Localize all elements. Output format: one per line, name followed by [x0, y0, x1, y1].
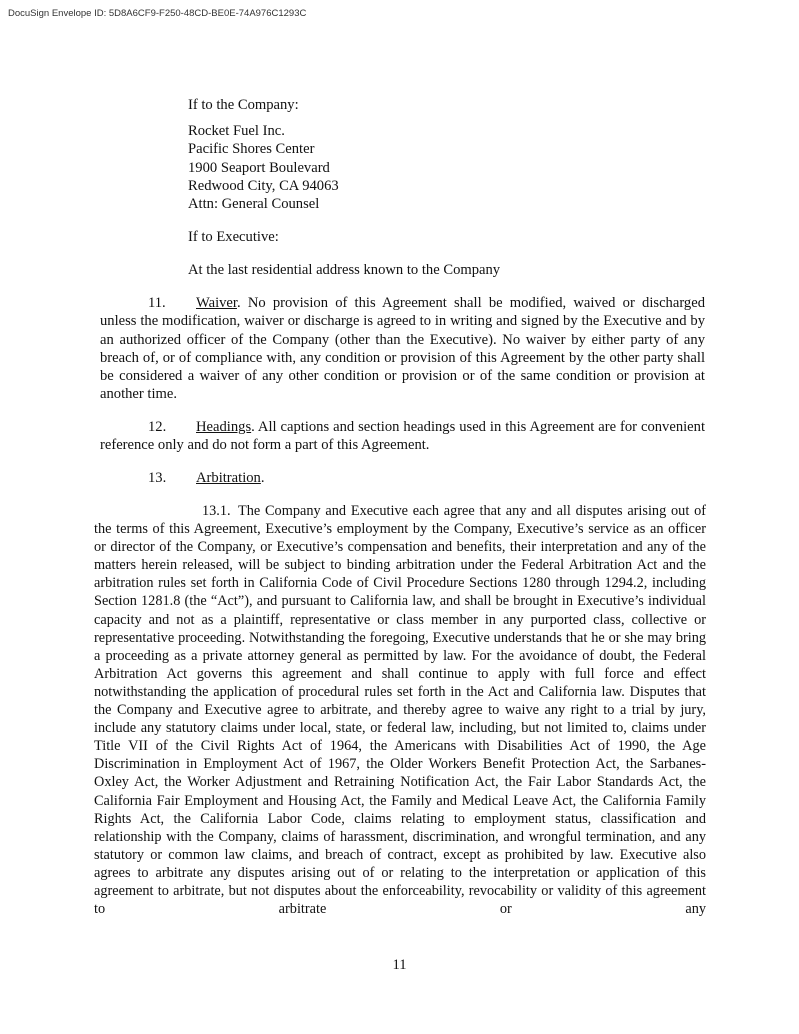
docusign-envelope-id: DocuSign Envelope ID: 5D8A6CF9-F250-48CD-BE0E-74A976C1293C	[8, 8, 307, 19]
section-title: Waiver	[196, 295, 237, 311]
section-arbitration-heading: 13. Arbitration.	[148, 470, 265, 486]
section-number: 13.	[148, 470, 167, 486]
section-arbitration-13-1	[94, 502, 706, 918]
section-waiver	[100, 294, 705, 404]
address-line: Pacific Shores Center	[188, 141, 315, 158]
company-address-block	[188, 122, 339, 213]
company-notice-heading: If to the Company:	[188, 97, 299, 113]
page-number: 11	[392, 957, 407, 973]
address-line: Rocket Fuel Inc.	[188, 123, 285, 139]
section-title: Arbitration	[196, 470, 261, 486]
subsection-number: 13.1.	[202, 503, 231, 519]
section-headings	[100, 418, 705, 455]
address-line: 1900 Seaport Boulevard	[188, 159, 330, 176]
section-text: . No provision of this Agreement shall be modified, waived or discharged unless the modification, waiver or discharge is agreed to in writing and signed by the Executive and by an authorized officer of the Company (other than the Executive). No waiver by either party of any breach of, or of compliance with, any condition or provision of this Agreement by the other party shall be considered a waiver of any other condition or provision or of the same condition or provision at another time.	[100, 295, 705, 403]
executive-address: At the last residential address known to the Company	[188, 262, 501, 278]
section-number: 11.	[148, 295, 166, 311]
executive-notice-heading: If to Executive:	[188, 229, 279, 245]
address-line: Attn: General Counsel	[188, 196, 320, 213]
address-line: Redwood City, CA 94063	[188, 177, 339, 194]
subsection-text: The Company and Executive each agree that any and all disputes arising out of the terms of this Agreement, Executive’s employment by the Company, Executive’s service as an officer or director of the Company, or Executive’s compensation and benefits, their interpretation and any of the matters herein released, will be subject to binding arbitration under the Federal Arbitration Act and the arbitration rules set forth in California Code of Civil Procedure Sections 1280 through 1294.2, including Section 1281.8 (the “Act”), and pursuant to California law, and shall be brought in Executive’s individual capacity and not as a plaintiff, representative or class member in any purported class, collective or representative proceeding. Notwithstanding the foregoing, Executive understands that he or she may bring a proceeding as a private attorney general as permitted by law. For the avoidance of doubt, the Federal Arbitration Act governs this agreement and shall continue to apply with full force and effect notwithstanding the application of procedural rules set forth in the Act and California law. Disputes that the Company and Executive agree to arbitrate, and thereby agree to waive any right to a trial by jury, include any statutory claims under local, state, or federal law, including, but not limited to, claims under Title VII of the Civil Rights Act of 1964, the Americans with Disabilities Act of 1990, the Age Discrimination in Employment Act of 1967, the Older Workers Benefit Protection Act, the Sarbanes-Oxley Act, the Worker Adjustment and Retraining Notification Act, the Fair Labor Standards Act, the California Fair Employment and Housing Act, the Family and Medical Leave Act, the California Family Rights Act, the California Labor Code, claims relating to employment status, classification and relationship with the Company, claims of harassment, discrimination, and wrongful termination, and any statutory or common law claims, and breach of contract, except as prohibited by law. Executive also agrees to arbitrate any disputes arising out of or relating to the interpretation or application of this agreement to arbitrate, but not disputes about the enforceability, revocability or validity of this agreement to arbitrate or any	[94, 503, 706, 918]
section-text: . All captions and section headings used in this Agreement are for convenient reference only and do not form a part of this Agreement.	[100, 419, 705, 454]
section-title: Headings	[196, 419, 252, 435]
section-number: 12.	[148, 419, 167, 435]
